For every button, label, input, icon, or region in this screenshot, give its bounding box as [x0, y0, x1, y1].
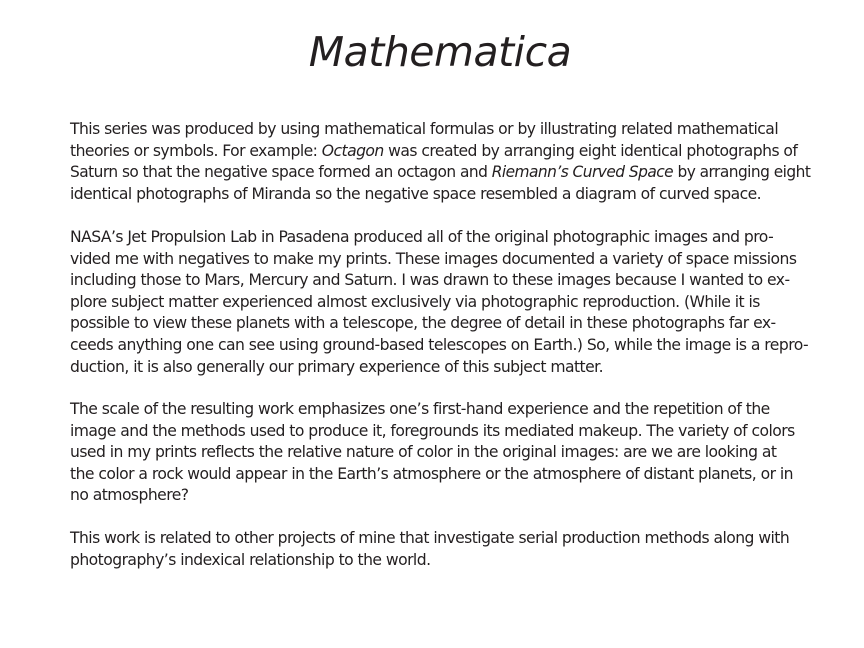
text-line: The scale of the resulting work emphasizes one’s first-hand experience and the repetition of the — [70, 400, 770, 418]
text-span: Saturn so that the negative space formed an octagon and — [70, 163, 492, 182]
text-line: possible to view these planets with a telescope, the degree of detail in these photographs far ex- — [70, 314, 776, 333]
work-title-riemann: Riemann’s Curved Space — [491, 163, 674, 182]
paragraph-intro — [70, 119, 810, 205]
paragraph-scale — [70, 399, 810, 507]
text-line: image and the methods used to produce it, foregrounds its mediated makeup. The variety of colors — [70, 421, 795, 440]
text-span: theories or symbols. For example: — [70, 141, 322, 160]
text-line: identical photographs of Miranda so the negative space resembled a diagram of curved space. — [70, 184, 762, 203]
page-title: Mathematica — [308, 28, 572, 76]
text-line: the color a rock would appear in the Earth’s atmosphere or the atmosphere of distant planets, or in — [70, 464, 793, 483]
text-span: was created by arranging eight identical photographs of — [383, 141, 798, 160]
paragraph-nasa — [70, 227, 810, 378]
text-line: plore subject matter experienced almost exclusively via photographic reproduction. (While it is — [70, 292, 760, 311]
work-title-octagon: Octagon — [321, 141, 384, 160]
text-line: NASA’s Jet Propulsion Lab in Pasadena produced all of the original photographic images and pro- — [70, 228, 774, 246]
text-line — [70, 162, 811, 184]
text-line: ceeds anything one can see using ground-based telescopes on Earth.) So, while the image is a repro- — [70, 335, 809, 354]
text-line: used in my prints reflects the relative nature of color in the original images: are we are looking at — [70, 443, 777, 462]
text-line: vided me with negatives to make my prints. These images documented a variety of space missions — [70, 249, 797, 268]
text-line: This work is related to other projects of mine that investigate serial production methods along with — [70, 529, 790, 547]
text-line — [70, 141, 810, 163]
text-line: This series was produced by using mathematical formulas or by illustrating related mathematical — [70, 120, 779, 138]
text-span: by arranging eight — [673, 163, 811, 182]
paragraph-related-work — [70, 528, 810, 571]
text-line: including those to Mars, Mercury and Saturn. I was drawn to these images because I wanted to ex- — [70, 271, 790, 290]
text-line: no atmosphere? — [70, 486, 189, 505]
text-line: photography’s indexical relationship to the world. — [70, 550, 431, 569]
text-line: duction, it is also generally our primary experience of this subject matter. — [70, 357, 603, 376]
